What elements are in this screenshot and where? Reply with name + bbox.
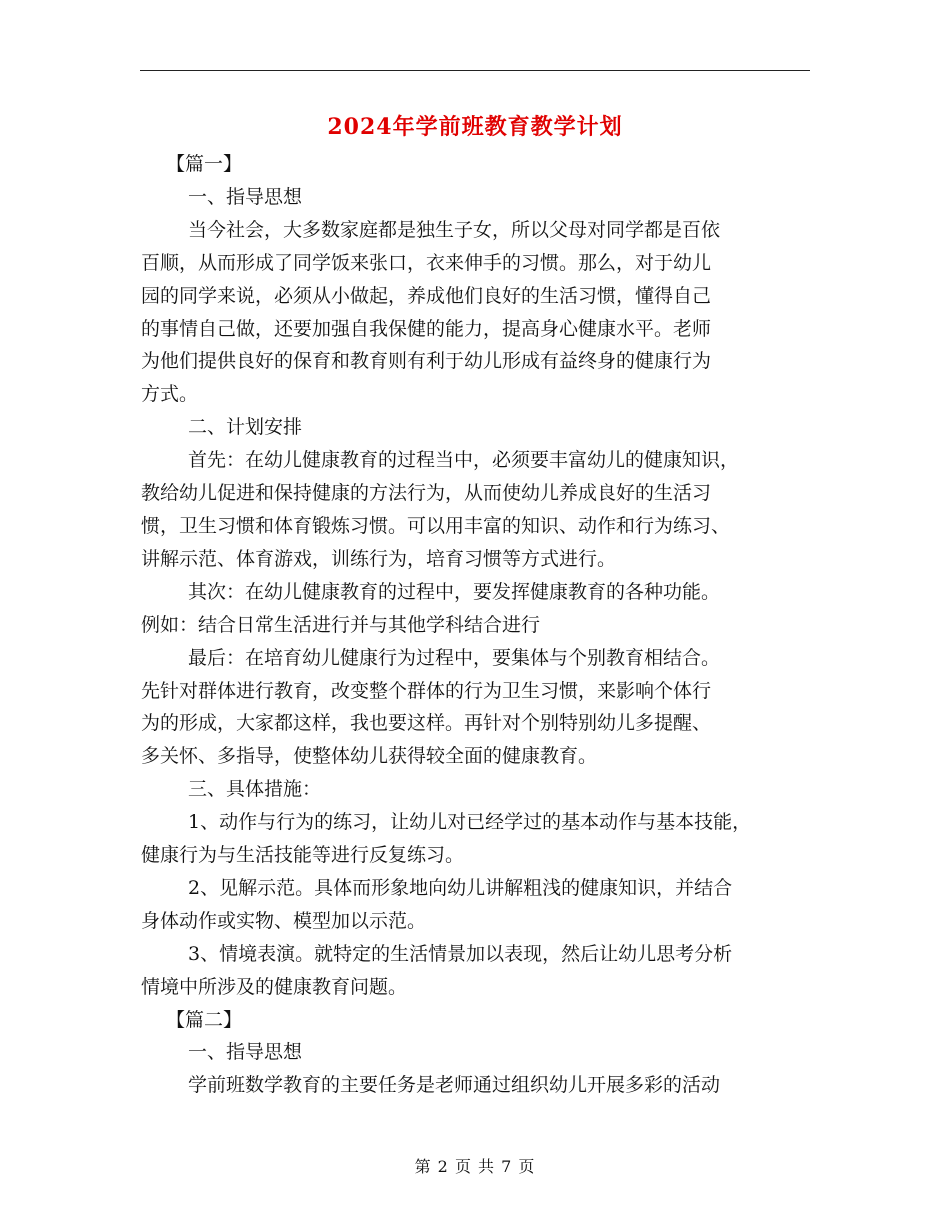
text-line: 讲解示范、体育游戏，训练行为，培育习惯等方式进行。 xyxy=(141,547,617,570)
text-line: 为的形成，大家都这样，我也要这样。再针对个别特别幼儿多提醒、 xyxy=(141,712,712,735)
section-heading: 【篇二】 xyxy=(166,1008,243,1031)
text-line: 方式。 xyxy=(141,383,199,406)
text-line: 园的同学来说，必须从小做起，养成他们良好的生活习惯，懂得自己 xyxy=(141,284,712,307)
text-line: 当今社会，大多数家庭都是独生子女，所以父母对同学都是百依 xyxy=(188,218,721,241)
text-line: 先针对群体进行教育，改变整个群体的行为卫生习惯，来影响个体行 xyxy=(141,679,712,702)
text-line: 健康行为与生活技能等进行反复练习。 xyxy=(141,844,465,867)
text-line: 身体动作或实物、模型加以示范。 xyxy=(141,909,427,932)
page-footer: 第 2 页 共 7 页 xyxy=(414,1157,536,1176)
text-line: 2、见解示范。具体而形象地向幼儿讲解粗浅的健康知识，并结合 xyxy=(188,876,733,899)
text-line: 教给幼儿促进和保持健康的方法行为，从而使幼儿养成良好的生活习 xyxy=(141,482,712,505)
text-line: 为他们提供良好的保育和教育则有利于幼儿形成有益终身的健康行为 xyxy=(141,350,712,373)
text-line: 1、动作与行为的练习，让幼儿对已经学过的基本动作与基本技能， xyxy=(188,811,752,834)
text-line: 惯，卫生习惯和体育锻炼习惯。可以用丰富的知识、动作和行为练习、 xyxy=(141,514,731,537)
text-line: 二、计划安排 xyxy=(188,416,303,439)
text-line: 最后：在培育幼儿健康行为过程中，要集体与个别教育相结合。 xyxy=(188,646,721,669)
text-line: 例如：结合日常生活进行并与其他学科结合进行 xyxy=(141,613,541,636)
text-line: 3、情境表演。就特定的生活情景加以表现，然后让幼儿思考分析 xyxy=(188,942,733,965)
section-heading: 【篇一】 xyxy=(166,153,243,175)
text-line: 三、具体措施： xyxy=(188,778,322,801)
text-line: 一、指导思想 xyxy=(188,185,303,208)
text-line: 百顺，从而形成了同学饭来张口，衣来伸手的习惯。那么，对于幼儿 xyxy=(141,251,712,274)
header-rule xyxy=(140,70,810,71)
text-line: 首先：在幼儿健康教育的过程当中，必须要丰富幼儿的健康知识， xyxy=(188,449,740,472)
text-line: 的事情自己做，还要加强自我保健的能力，提高身心健康水平。老师 xyxy=(141,317,712,340)
text-line: 学前班数学教育的主要任务是老师通过组织幼儿开展多彩的活动 xyxy=(188,1074,721,1097)
text-line: 一、指导思想 xyxy=(188,1041,303,1064)
document-title: 2024年学前班教育教学计划 xyxy=(327,114,623,140)
document-body xyxy=(141,148,811,1102)
text-line: 其次：在幼儿健康教育的过程中，要发挥健康教育的各种功能。 xyxy=(188,580,721,603)
text-line: 情境中所涉及的健康教育问题。 xyxy=(141,975,408,998)
text-line: 多关怀、多指导，使整体幼儿获得较全面的健康教育。 xyxy=(141,745,598,768)
